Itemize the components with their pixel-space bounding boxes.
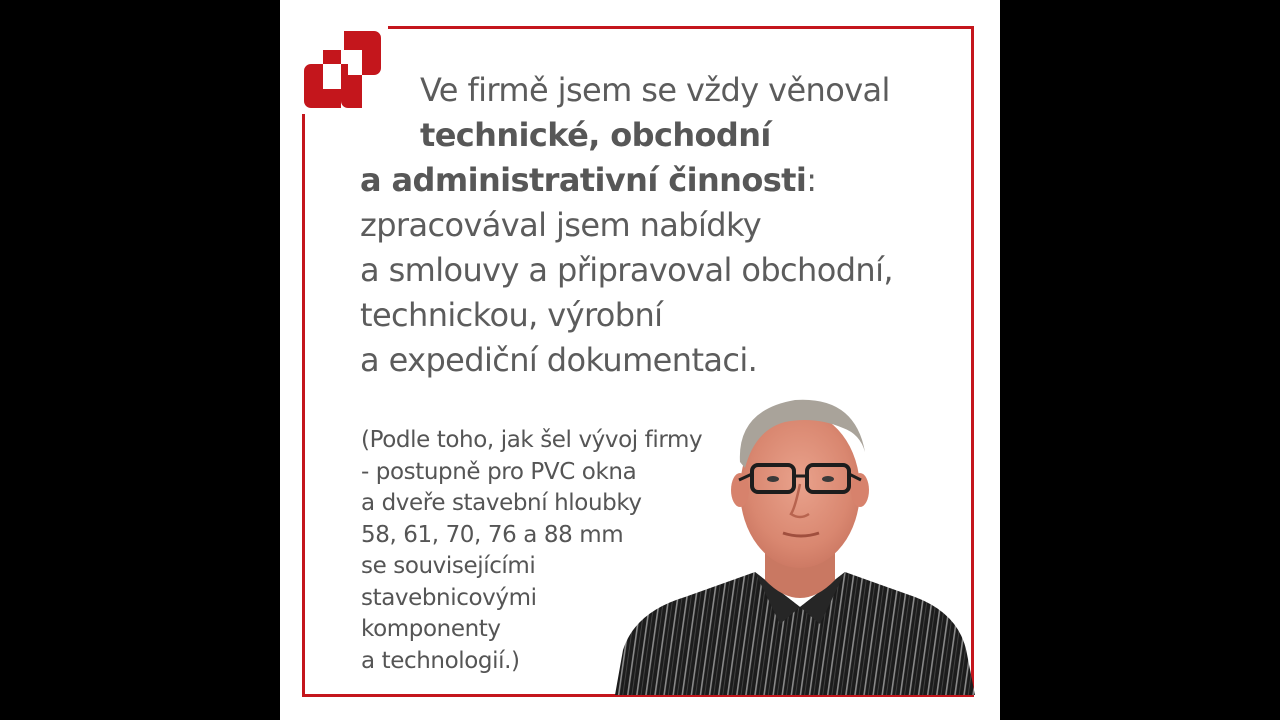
- note-line-5: se souvisejícími: [361, 553, 536, 579]
- frame-left-line: [302, 114, 305, 697]
- note-line-2: - postupně pro PVC okna: [361, 458, 637, 485]
- quote-line-2: [360, 113, 960, 158]
- quote-line-7: a expediční dokumentaci.: [360, 341, 758, 379]
- quote-line-2-bold: technické, obchodní: [420, 116, 771, 154]
- quote-line-1: Ve firmě jsem se vždy věnoval: [420, 71, 890, 109]
- note-line-7: komponenty: [361, 616, 501, 642]
- note-line-8: a technologií.): [361, 647, 520, 674]
- note-line-1: (Podle toho, jak šel vývoj firmy: [361, 427, 703, 453]
- quote-card: [280, 0, 1000, 720]
- note-line-6: stavebnicovými: [361, 584, 537, 611]
- person-portrait-icon: [615, 392, 975, 695]
- quote-line-3: [360, 158, 960, 203]
- quote-line-3-bold: a administrativní činnosti: [360, 161, 807, 199]
- note-line-3: a dveře stavební hloubky: [361, 490, 642, 516]
- main-quote: [360, 68, 960, 383]
- quote-line-4: zpracovával jsem nabídky: [360, 206, 762, 244]
- quote-line-3-rest: :: [806, 161, 817, 199]
- frame-top-line: [388, 26, 974, 29]
- quote-line-6: technickou, výrobní: [360, 296, 663, 334]
- note-line-4: 58, 61, 70, 76 a 88 mm: [361, 521, 624, 548]
- quote-line-5: a smlouvy a připravoval obchodní,: [360, 251, 893, 289]
